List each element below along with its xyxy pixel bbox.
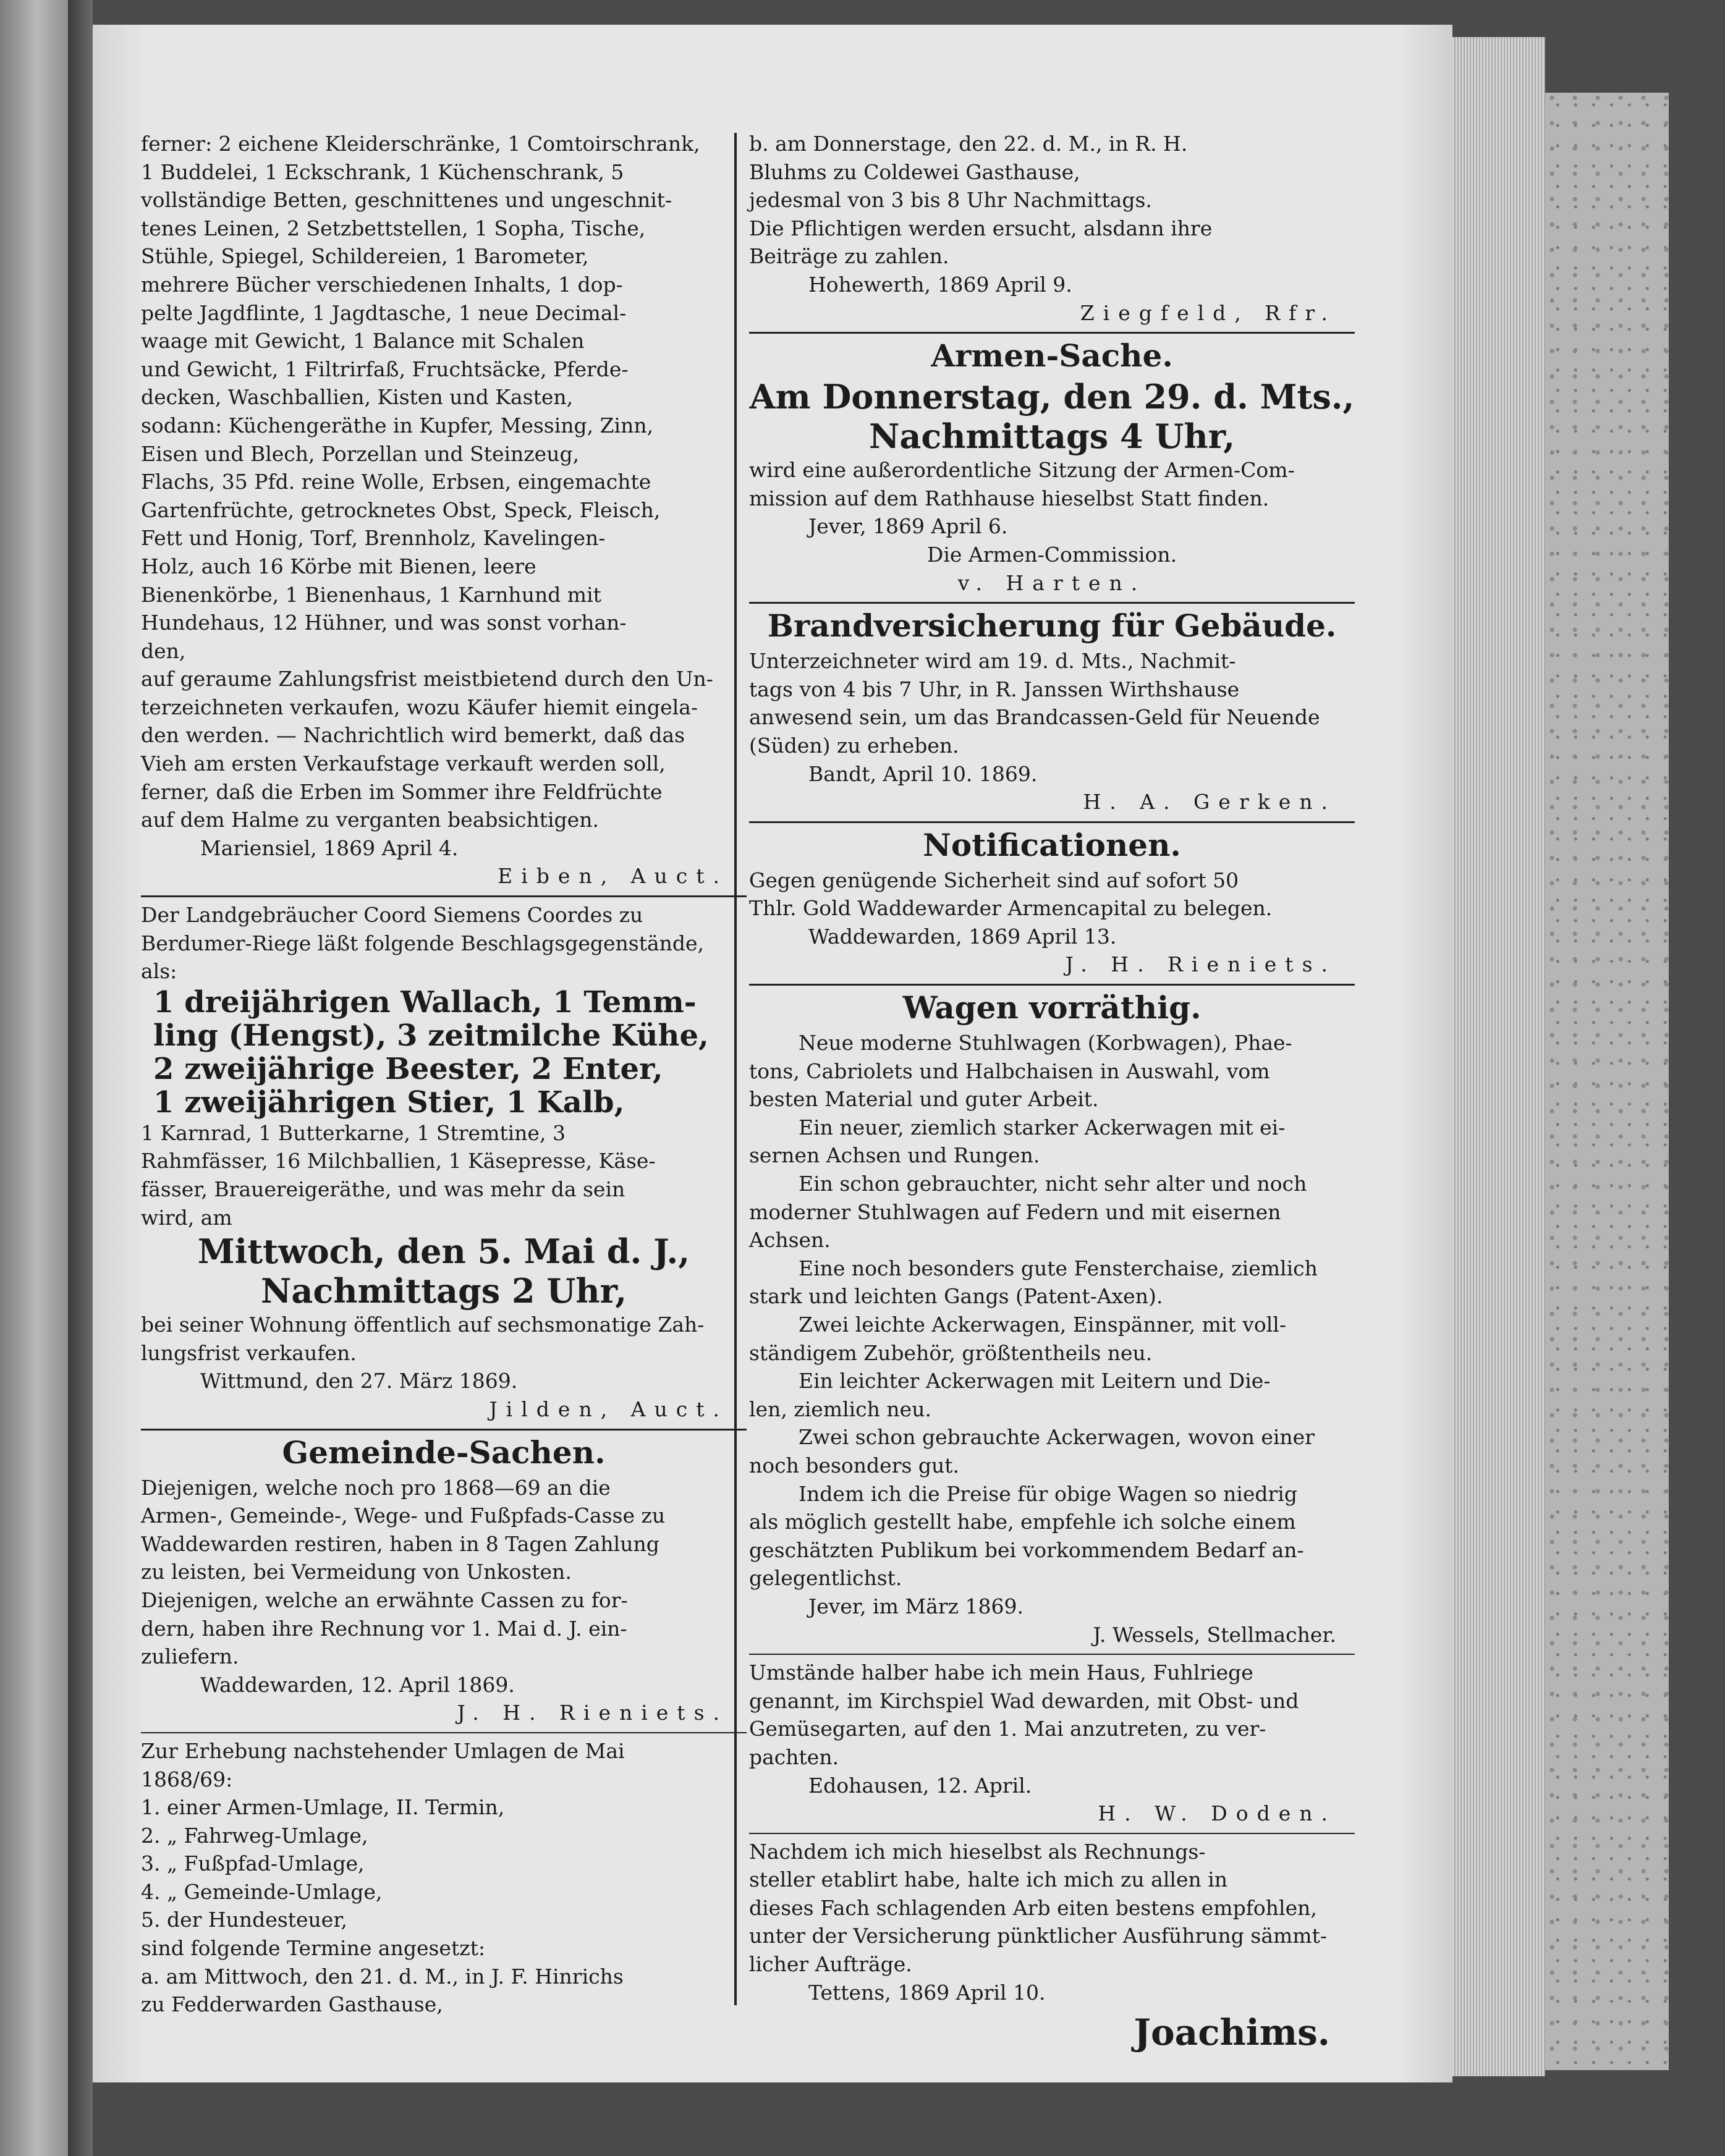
section-rule: [749, 332, 1355, 334]
text-line: Ein leichter Ackerwagen mit Leitern und Die-: [799, 1369, 1271, 1393]
text-line: Diejenigen, welche an erwähnte Cassen zu for-: [141, 1587, 628, 1612]
rechnung-text: [749, 1838, 1355, 1979]
text-line: Thlr. Gold Waddewarder Armencapital zu belegen.: [749, 896, 1273, 921]
text-line: bei seiner Wohnung öffentlich auf sechsmonatige Zah-: [141, 1313, 705, 1337]
text-line: jedesmal von 3 bis 8 Uhr Nachmittags.: [749, 188, 1152, 213]
livestock-list-large: [141, 986, 747, 1119]
text-line: zuliefern.: [141, 1644, 239, 1669]
section-rule: [749, 1833, 1355, 1834]
list-item: 4. „ Gemeinde-Umlage,: [141, 1879, 383, 1904]
notif-section: [749, 827, 1355, 979]
wagen-section: [749, 989, 1355, 1649]
list-item: 1. einer Armen-Umlage, II. Termin,: [141, 1795, 505, 1820]
text-line: Beiträge zu zahlen.: [749, 244, 949, 269]
date-line: Nachmittags 4 Uhr,: [868, 416, 1235, 457]
place-date: Edohausen, 12. April.: [808, 1773, 1032, 1798]
section-rule: [141, 895, 747, 897]
signature: H. W. Doden.: [1098, 1801, 1336, 1826]
date-line: Am Donnerstag, den 29. d. Mts.,: [749, 377, 1355, 417]
signature: Ziegfeld, Rfr.: [1080, 300, 1336, 325]
wagen-paragraph: [749, 1423, 1355, 1479]
place-date: Hohewerth, 1869 April 9.: [808, 272, 1072, 297]
left-page-edge: [0, 0, 68, 2156]
brand-section: [749, 607, 1355, 816]
text-line: Diejenigen, welche noch pro 1868—69 an die: [141, 1475, 611, 1500]
haus-section: [749, 1659, 1355, 1828]
auctioneer-signature: Eiben, Auct.: [498, 864, 728, 889]
text-line: genannt, im Kirchspiel Wad dewarden, mit Obst- und: [749, 1688, 1299, 1713]
text-line: Berdumer-Riege läßt folgende Beschlagsgegenstände,: [141, 931, 705, 955]
text-line: auf dem Halme zu verganten beabsichtigen.: [141, 808, 599, 832]
text-line: waage mit Gewicht, 1 Balance mit Schalen: [141, 329, 585, 353]
text-line: Vieh am ersten Verkaufstage verkauft werden soll,: [141, 751, 666, 776]
section-heading: Armen-Sache.: [931, 337, 1173, 374]
text-line: auf geraume Zahlungsfrist meistbietend durch den Un-: [141, 667, 713, 691]
rechnung-section: [749, 1838, 1355, 2055]
text-line: licher Aufträge.: [749, 1952, 912, 1977]
text-line: Fett und Honig, Torf, Brennholz, Kavelingen-: [141, 526, 606, 551]
text-line: sernen Achsen und Rungen.: [749, 1143, 1040, 1168]
text-line: Umstände halber habe ich mein Haus, Fuhlriege: [749, 1660, 1253, 1685]
section-rule: [749, 984, 1355, 986]
text-line: Zur Erhebung nachstehender Umlagen de Mai: [141, 1738, 625, 1763]
text-line: dieses Fach schlagenden Arb eiten bestens empfohlen,: [749, 1895, 1317, 1920]
text-line: sind folgende Termine angesetzt:: [141, 1936, 485, 1961]
signature: J. H. Rieniets.: [1065, 952, 1336, 977]
livestock-line: 1 zweijährigen Stier, 1 Kalb,: [153, 1084, 625, 1120]
list-item: 5. der Hundesteuer,: [141, 1908, 347, 1932]
place-date: Jever, 1869 April 6.: [808, 514, 1008, 539]
umlagen-terms: [141, 1934, 747, 2019]
text-line: steller etablirt habe, halte ich mich zu allen in: [749, 1867, 1228, 1892]
text-line: vollständige Betten, geschnittenes und ungeschnit-: [141, 188, 672, 213]
text-line: fässer, Brauereigeräthe, und was mehr da sein: [141, 1177, 625, 1201]
text-line: den werden. — Nachrichtlich wird bemerkt, daß das: [141, 723, 685, 748]
text-line: Bluhms zu Coldewei Gasthause,: [749, 159, 1080, 184]
livestock-line: ling (Hengst), 3 zeitmilche Kühe,: [153, 1018, 709, 1053]
text-line: Bienenkörbe, 1 Bienenhaus, 1 Karnhund mit: [141, 582, 601, 607]
text-line: decken, Waschballien, Kisten und Kasten,: [141, 385, 574, 410]
list-item: 2. „ Fahrweg-Umlage,: [141, 1823, 368, 1848]
text-line: Stühle, Spiegel, Schildereien, 1 Barometer,: [141, 244, 589, 269]
place-date: Waddewarden, 12. April 1869.: [200, 1672, 515, 1697]
umlagen-notice: [141, 1737, 747, 2019]
text-line: zu Fedderwarden Gasthause,: [141, 1992, 443, 2017]
text-line: ferner, daß die Erben im Sommer ihre Feldfrüchte: [141, 779, 663, 804]
place-date: Wittmund, den 27. März 1869.: [200, 1369, 518, 1393]
text-line: 1 Karnrad, 1 Butterkarne, 1 Stremtine, 3: [141, 1120, 566, 1145]
text-line: moderner Stuhlwagen auf Federn und mit eisernen: [749, 1199, 1281, 1224]
text-line: Die Pflichtigen werden ersucht, alsdann ihre: [749, 216, 1213, 240]
umlagen-continued-text: [749, 130, 1355, 271]
place-date: Jever, im März 1869.: [808, 1594, 1024, 1618]
date-line: Mittwoch, den 5. Mai d. J.,: [197, 1232, 690, 1272]
umlagen-intro: [141, 1737, 747, 1793]
wagen-paragraph: [749, 1254, 1355, 1311]
text-line: ständigem Zubehör, größtentheils neu.: [749, 1340, 1153, 1365]
text-line: Ein schon gebrauchter, nicht sehr alter und noch: [799, 1172, 1307, 1196]
place-date: Mariensiel, 1869 April 4.: [200, 835, 459, 860]
signature: Joachims.: [1134, 2011, 1330, 2054]
wagen-paragraph: [749, 1311, 1355, 1367]
section-rule: [749, 602, 1355, 604]
text-line: unter der Versicherung pünktlicher Ausführung sämmt-: [749, 1924, 1328, 1948]
gemeinde-text: [141, 1474, 747, 1671]
brand-text: [749, 647, 1355, 759]
text-line: Armen-, Gemeinde-, Wege- und Fußpfads-Casse zu: [141, 1503, 666, 1528]
auction-inventory-text: [141, 130, 747, 834]
text-line: Der Landgebräucher Coord Siemens Coordes zu: [141, 903, 643, 928]
auction-date: [141, 1232, 747, 1311]
text-line: lungsfrist verkaufen.: [141, 1340, 357, 1365]
section-rule: [749, 821, 1355, 823]
wagen-paragraph: [749, 1480, 1355, 1592]
text-line: Holz, auch 16 Körbe mit Bienen, leere: [141, 554, 536, 578]
umlagen-notice-continued: [749, 130, 1355, 327]
section-rule: [141, 1429, 747, 1431]
signature: J. Wessels, Stellmacher.: [1093, 1622, 1336, 1647]
text-line: terzeichneten verkaufen, wozu Käufer hiemit eingela-: [141, 695, 698, 719]
gemeinde-section: [141, 1434, 747, 1727]
livestock-list-small: [141, 1119, 747, 1232]
text-line: Gegen genügende Sicherheit sind auf sofort 50: [749, 868, 1239, 892]
text-line: 1 Buddelei, 1 Eckschrank, 1 Küchenschrank, 5: [141, 159, 624, 184]
text-line: b. am Donnerstage, den 22. d. M., in R. H.: [749, 132, 1188, 156]
section-heading: Wagen vorräthig.: [902, 989, 1202, 1026]
text-line: Zwei leichte Ackerwagen, Einspänner, mit voll-: [799, 1313, 1286, 1337]
text-line: pachten.: [749, 1744, 839, 1769]
text-line: pelte Jagdflinte, 1 Jagdtasche, 1 neue Decimal-: [141, 300, 627, 325]
text-line: Zwei schon gebrauchte Ackerwagen, wovon einer: [799, 1425, 1315, 1450]
text-line: noch besonders gut.: [749, 1453, 960, 1477]
section-rule: [749, 1654, 1355, 1655]
signature: J. H. Rieniets.: [457, 1701, 728, 1725]
text-line: Hundehaus, 12 Hühner, und was sonst vorhan-: [141, 611, 627, 635]
livestock-auction-notice: [141, 901, 747, 1424]
text-line: mission auf dem Rathhause hieselbst Statt finden.: [749, 486, 1269, 510]
text-line: a. am Mittwoch, den 21. d. M., in J. F. Hinrichs: [141, 1964, 624, 1989]
place-date: Bandt, April 10. 1869.: [808, 761, 1038, 786]
text-line: Rahmfässer, 16 Milchballien, 1 Käsepresse, Käse-: [141, 1149, 656, 1173]
umlagen-list: [141, 1793, 747, 1934]
section-heading: Notificationen.: [923, 826, 1181, 863]
wagen-paragraph: [749, 1029, 1355, 1114]
text-line: len, ziemlich neu.: [749, 1397, 931, 1421]
text-line: Nachdem ich mich hieselbst als Rechnungs-: [749, 1839, 1206, 1864]
text-line: Flachs, 35 Pfd. reine Wolle, Erbsen, eingemachte: [141, 470, 651, 494]
text-line: (Süden) zu erheben.: [749, 733, 959, 758]
book-gutter: [68, 0, 93, 2156]
livestock-line: 2 zweijährige Beester, 2 Enter,: [153, 1051, 663, 1086]
text-line: geschätzten Publikum bei vorkommendem Bedarf an-: [749, 1537, 1304, 1562]
text-line: und Gewicht, 1 Filtrirfaß, Fruchtsäcke, Pferde-: [141, 357, 629, 381]
text-line: Indem ich die Preise für obige Wagen so niedrig: [799, 1481, 1297, 1506]
list-item: 3. „ Fußpfad-Umlage,: [141, 1851, 365, 1876]
organization: Die Armen-Commission.: [926, 542, 1177, 567]
text-line: ferner: 2 eichene Kleiderschränke, 1 Comtoirschrank,: [141, 132, 700, 156]
signature: v. Harten.: [957, 570, 1146, 595]
text-line: zu leisten, bei Vermeidung von Unkosten.: [141, 1560, 572, 1584]
place-date: Tettens, 1869 April 10.: [808, 1980, 1046, 2005]
section-heading: Brandversicherung für Gebäude.: [767, 607, 1337, 645]
wagen-paragraph: [749, 1367, 1355, 1423]
text-line: stark und leichten Gangs (Patent-Axen).: [749, 1284, 1163, 1309]
date-line: Nachmittags 2 Uhr,: [260, 1271, 627, 1311]
wagen-paragraph: [749, 1170, 1355, 1254]
text-line: als:: [141, 959, 177, 984]
notif-text: [749, 866, 1355, 923]
wagen-paragraph: [749, 1114, 1355, 1170]
text-line: wird eine außerordentliche Sitzung der Armen-Com-: [749, 458, 1295, 483]
text-line: wird, am: [141, 1205, 232, 1230]
haus-text: [749, 1659, 1355, 1771]
text-line: anwesend sein, um das Brandcassen-Geld für Neuende: [749, 705, 1320, 730]
text-line: tons, Cabriolets und Halbchaisen in Auswahl, vom: [749, 1059, 1270, 1083]
right-column: [749, 130, 1355, 2082]
auctioneer-signature: Jilden, Auct.: [489, 1397, 728, 1421]
wagen-text: [749, 1029, 1355, 1592]
page-stack-edge: [1452, 37, 1545, 2076]
text-line: sodann: Küchengeräthe in Kupfer, Messing, Zinn,: [141, 413, 654, 438]
text-line: tenes Leinen, 2 Setzbettstellen, 1 Sopha, Tische,: [141, 216, 646, 240]
text-line: gelegentlichst.: [749, 1566, 902, 1591]
section-rule: [141, 1732, 747, 1733]
text-line: 1868/69:: [141, 1767, 233, 1791]
armen-section: [749, 337, 1355, 597]
signature: H. A. Gerken.: [1083, 790, 1336, 814]
left-column: [141, 130, 747, 2082]
text-line: Neue moderne Stuhlwagen (Korbwagen), Phae-: [799, 1031, 1292, 1055]
livestock-line: 1 dreijährigen Wallach, 1 Temm-: [153, 984, 697, 1020]
text-line: dern, haben ihre Rechnung vor 1. Mai d. J. ein-: [141, 1616, 627, 1641]
text-line: Gemüsegarten, auf den 1. Mai anzutreten, zu ver-: [749, 1717, 1266, 1741]
text-line: mehrere Bücher verschiedenen Inhalts, 1 dop-: [141, 272, 623, 297]
section-heading: Gemeinde-Sachen.: [282, 1434, 606, 1471]
armen-text: [749, 456, 1355, 512]
text-line: den,: [141, 638, 186, 663]
text-line: tags von 4 bis 7 Uhr, in R. Janssen Wirthshause: [749, 677, 1240, 701]
text-line: Unterzeichneter wird am 19. d. Mts., Nachmit-: [749, 649, 1236, 674]
text-line: Ein neuer, ziemlich starker Ackerwagen mit ei-: [799, 1115, 1286, 1139]
text-line: Eine noch besonders gute Fensterchaise, ziemlich: [799, 1256, 1318, 1280]
text-line: Eisen und Blech, Porzellan und Steinzeug,: [141, 441, 580, 466]
meeting-date: [749, 377, 1355, 456]
text-line: als möglich gestellt habe, empfehle ich solche einem: [749, 1510, 1296, 1534]
place-date: Waddewarden, 1869 April 13.: [808, 924, 1117, 949]
book-cover-edge: [1545, 93, 1669, 2070]
auction-inventory-notice: [141, 130, 747, 890]
auction-terms: [141, 1311, 747, 1367]
livestock-intro: [141, 901, 747, 986]
text-line: Waddewarden restiren, haben in 8 Tagen Zahlung: [141, 1531, 659, 1556]
text-line: Gartenfrüchte, getrocknetes Obst, Speck, Fleisch,: [141, 497, 661, 522]
text-line: besten Material und guter Arbeit.: [749, 1087, 1099, 1112]
text-line: Achsen.: [749, 1228, 831, 1253]
